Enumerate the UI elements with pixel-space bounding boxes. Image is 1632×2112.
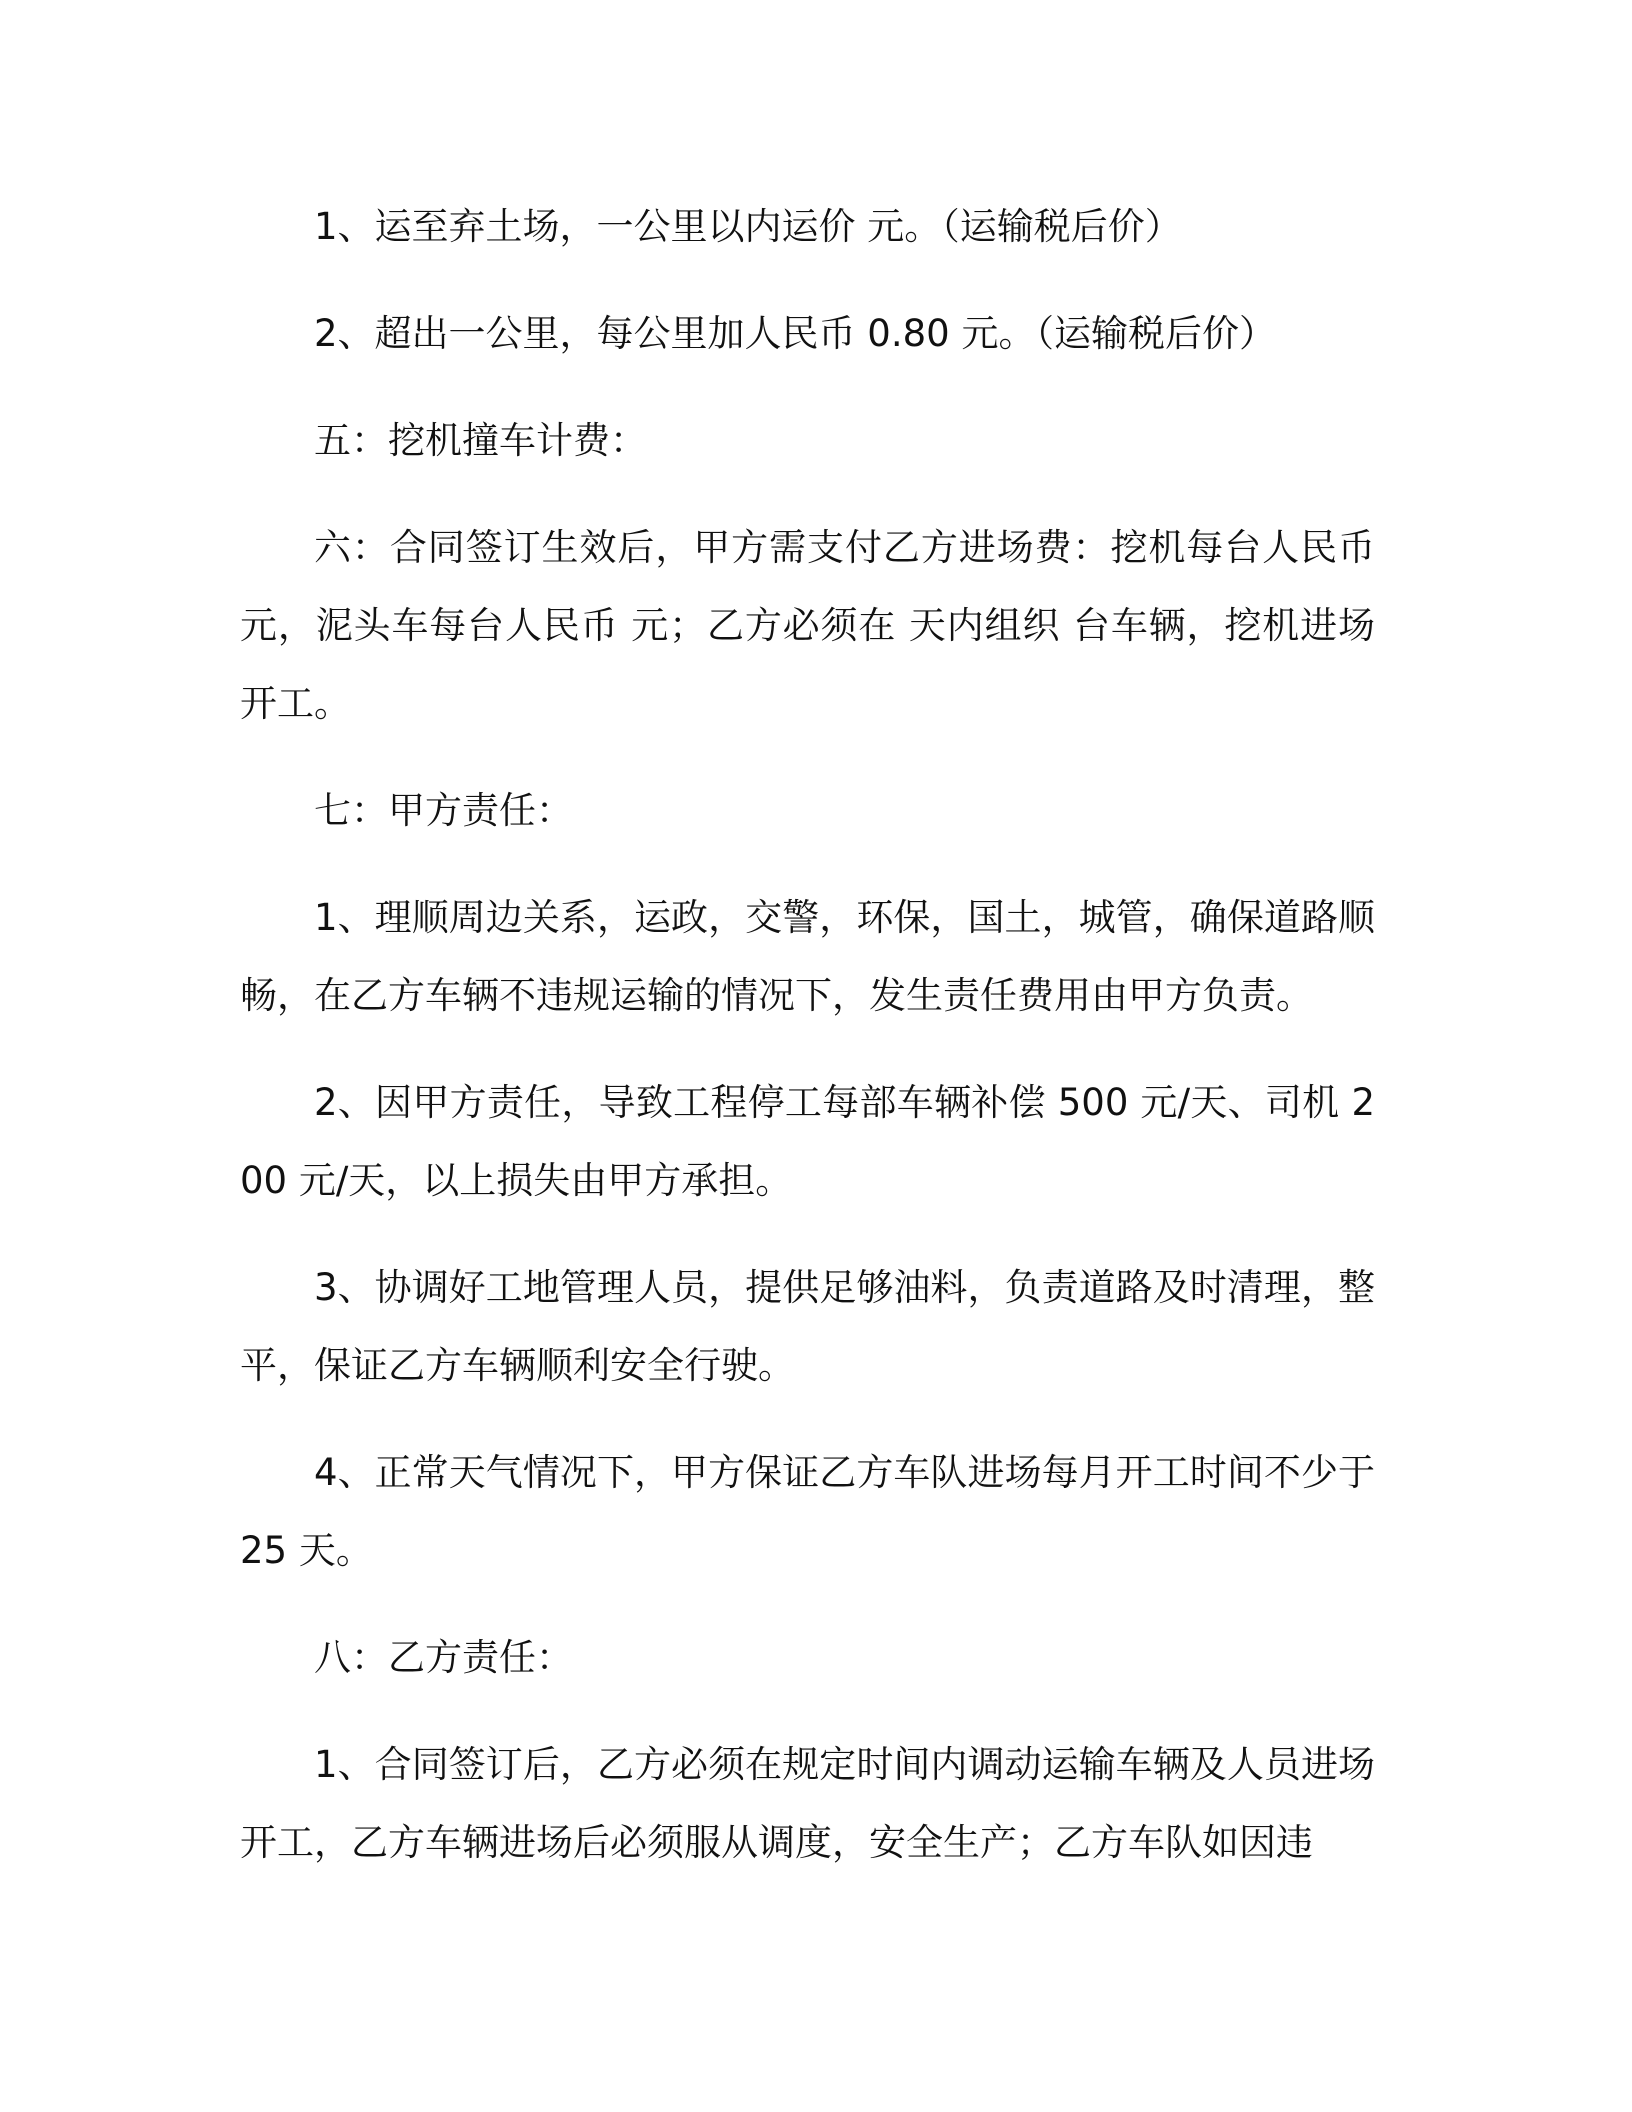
clause-5-1-transport-price: 1、运至弃土场，一公里以内运价 元。（运输税后价）	[314, 205, 1182, 248]
clause-7-3: 3、协调好工地管理人员，提供足够油料，负责道路及时清理，整平，保证乙方车辆顺利安全行驶。	[240, 1266, 1375, 1387]
clause-7-1: 1、理顺周边关系，运政，交警，环保，国土，城管，确保道路顺畅，在乙方车辆不违规运输的情况下，发生责任费用由甲方负责。	[240, 896, 1375, 1017]
section-5-heading: 五：挖机撞车计费：	[314, 419, 647, 462]
section-8-heading: 八：乙方责任：	[314, 1636, 573, 1679]
section-6-entry-fee: 六：合同签订生效后，甲方需支付乙方进场费：挖机每台人民币 元，泥头车每台人民币 元；乙方必须在 天内组织 台车辆，挖机进场开工。	[240, 526, 1375, 725]
section-7-heading: 七：甲方责任：	[314, 789, 573, 832]
clause-8-1: 1、合同签订后，乙方必须在规定时间内调动运输车辆及人员进场开工，乙方车辆进场后必须服从调度，安全生产；乙方车队如因违	[240, 1743, 1375, 1864]
clause-5-2-extra-distance-price: 2、超出一公里，每公里加人民币 0.80 元。（运输税后价）	[314, 312, 1276, 355]
clause-7-4: 4、正常天气情况下，甲方保证乙方车队进场每月开工时间不少于 25 天。	[240, 1451, 1375, 1572]
document-body	[240, 188, 1375, 1911]
clause-7-2: 2、因甲方责任，导致工程停工每部车辆补偿 500 元/天、司机 200 元/天，以上损失由甲方承担。	[240, 1081, 1375, 1202]
